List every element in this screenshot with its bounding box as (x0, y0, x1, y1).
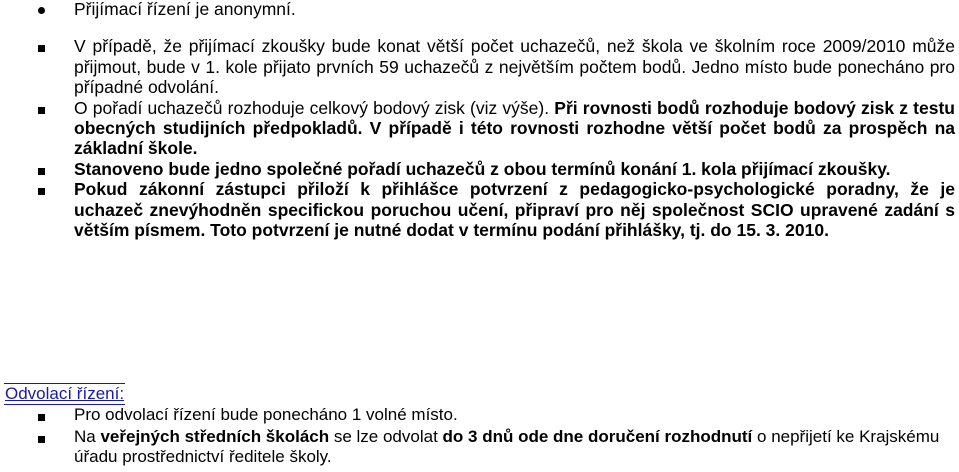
bullet-square-icon (38, 168, 45, 175)
list-item-learning-disability (0, 179, 959, 240)
list-item-appeal-process (0, 427, 959, 467)
item-text: Stanoveno bude jedno společné pořadí uchazečů z obou termínů konání 1. kola přijímací zkoušky. (74, 158, 891, 179)
list-item-capacity (0, 36, 959, 97)
appeal-text-3: se lze odvolat (329, 427, 443, 446)
list-item-common-order (0, 159, 959, 179)
item-text: Přijímací řízení je anonymní. (74, 0, 296, 19)
bullet-square-icon (38, 414, 45, 421)
item-text (74, 98, 955, 159)
ranking-text-bold: Při rovnosti bodů rozhoduje bodový zisk z testu obecných studijních předpokladů. V případě i této rovnosti rozhodne větší počet bodů za prospěch na základní škole. (74, 97, 955, 159)
ranking-text-regular: O pořadí uchazečů rozhoduje celkový bodový zisk (viz výše). (74, 97, 555, 118)
item-text: V případě, že přijímací zkoušky bude konat větší počet uchazečů, než škola ve školním roce 2009/2010 může přijmout, bude v 1. kole přijato prvních 59 uchazečů z největším počtem bodů. Jedno místo bude ponecháno pro případné odvolání. (74, 36, 955, 98)
appeal-text-5: o nepřijetí ke Krajskému úřadu prostřednictví ředitele školy. (74, 427, 940, 466)
appeal-text-1: Na (74, 427, 101, 446)
list-item-ranking (0, 98, 959, 159)
item-text: Pro odvolací řízení bude ponecháno 1 volné místo. (74, 405, 458, 424)
bullet-square-icon (38, 45, 45, 52)
bullet-dot-icon (38, 7, 45, 14)
appeal-text-2: veřejných středních školách (100, 427, 330, 446)
item-text: Pokud zákonní zástupci přiloží k přihlášce potvrzení z pedagogicko-psychologické poradny, že je uchazeč znevýhodněn specifickou poruchou učení, připraví pro něj společnost SCIO upravené zadání s větším písmem. Toto potvrzení je nutné dodat v termínu podání přihlášky, tj. do 15. 3. 2010. (74, 179, 955, 241)
list-item-anonymous (0, 0, 959, 19)
bullet-square-icon (38, 188, 45, 195)
list-item-free-place (0, 405, 959, 425)
bullet-square-icon (38, 436, 45, 443)
appeal-list (0, 405, 959, 469)
appeal-text-4: do 3 dnů ode dne doručení rozhodnutí (442, 427, 753, 446)
bullet-square-icon (38, 107, 45, 114)
item-text (74, 427, 955, 467)
appeal-heading: Odvolací řízení: (5, 384, 125, 403)
